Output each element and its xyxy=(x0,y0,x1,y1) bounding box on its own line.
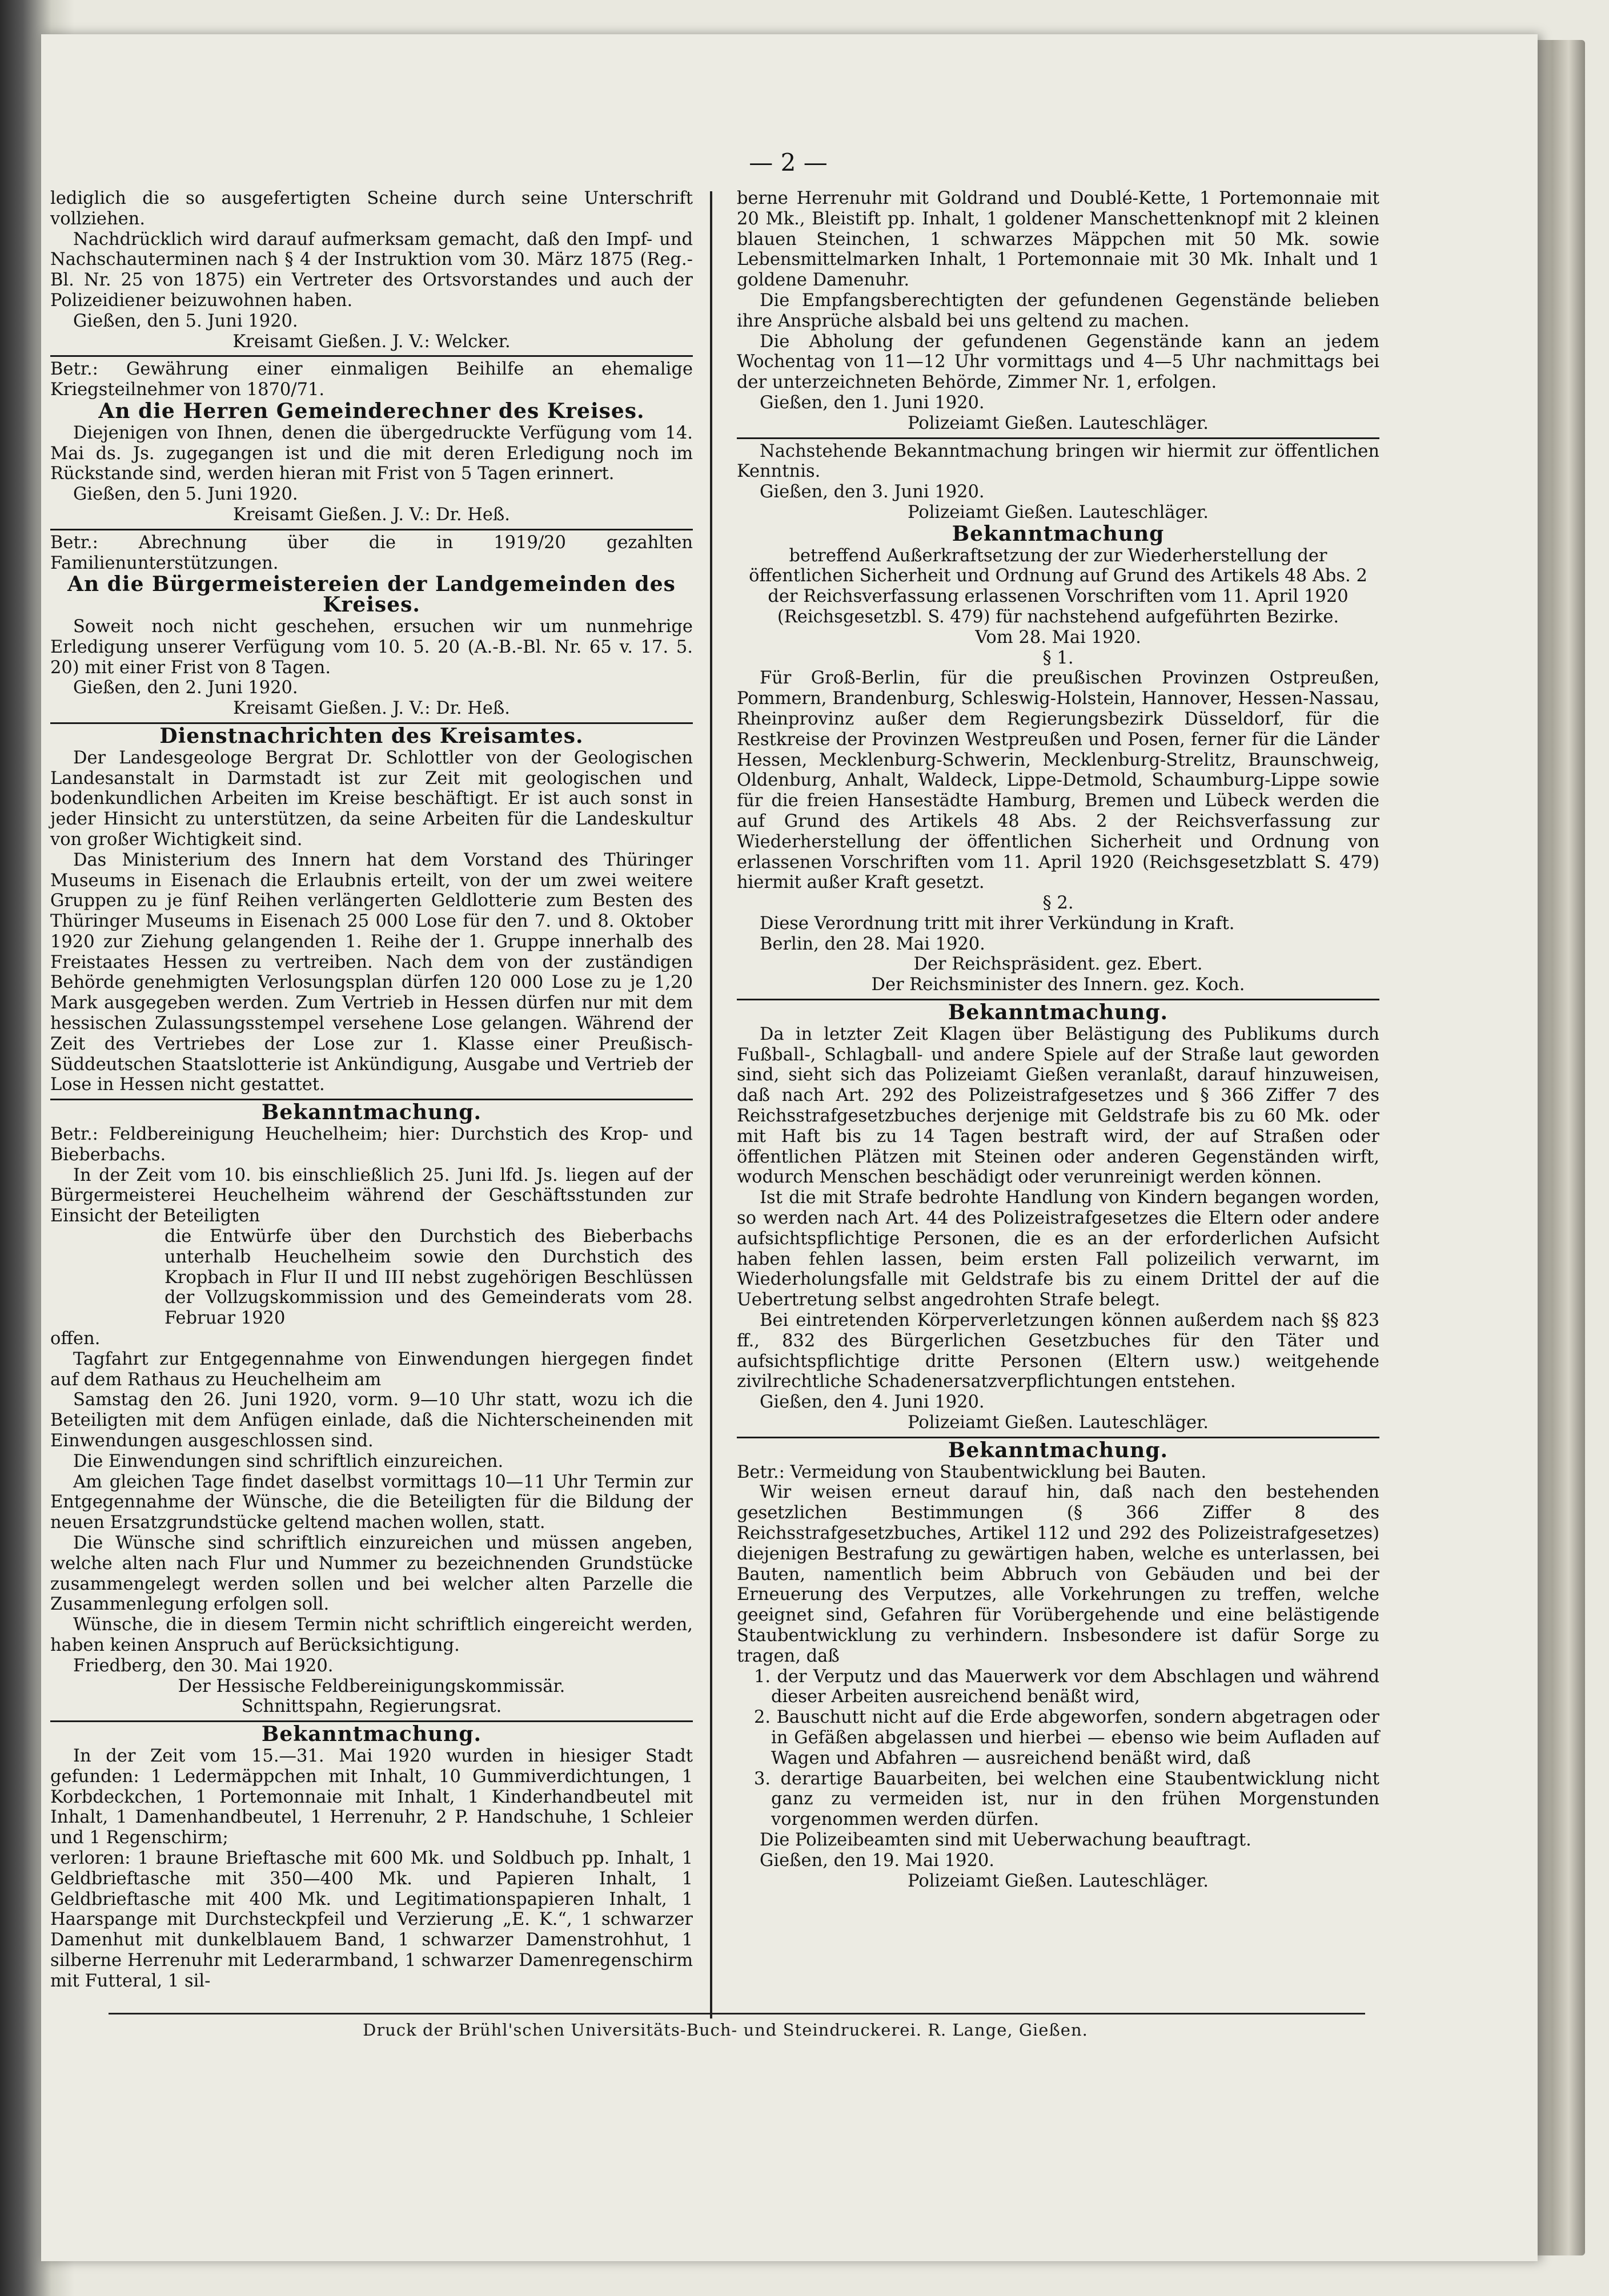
signature-line: Kreisamt Gießen. J. V.: Dr. Heß. xyxy=(233,698,510,719)
signature-line: Polizeiamt Gießen. Lauteschläger. xyxy=(908,413,1209,433)
paragraph: Nachdrücklich wird darauf aufmerksam gemacht, daß den Impf- und Nachschauterminen nach § 4 der Instruktion vom 30. März 1875 (Reg.-Bl. Nr. 25 von 1875) ein Vertreter des Ortsvorstandes und auch der Polizeidiener beizuwohnen haben. xyxy=(50,229,693,311)
paragraph: offen. xyxy=(50,1329,101,1349)
centered-line: Vom 28. Mai 1920. xyxy=(975,627,1141,648)
section-heading: Dienstnachrichten des Kreisamtes. xyxy=(159,723,584,748)
paragraph: Tagfahrt zur Entgegennahme von Einwendungen hiergegen findet auf dem Rathaus zu Heuchelheim am xyxy=(50,1349,693,1390)
list-item: 3. derartige Bauarbeiten, bei welchen eine Staubentwicklung nicht ganz zu vermeiden ist, nur in den frühen Morgenstunden vorgenommen werden dürfen. xyxy=(754,1768,1379,1830)
paragraph: Für Groß-Berlin, für die preußischen Provinzen Ostpreußen, Pommern, Brandenburg, Schleswig-Holstein, Hannover, Hessen-Nassau, Rheinprovinz außer dem Regierungsbezirk Düsseldorf, für die Restkreise der Provinzen Westpreußen und Posen, ferner für die Länder Hessen, Mecklenburg-Schwerin, Mecklenburg-Strelitz, Braunschweig, Oldenburg, Anhalt, Waldeck, Lippe-Detmold, Schaumburg-Lippe sowie für die freien Hansestädte Hamburg, Bremen und Lübeck werden die auf Grund des Artikels 48 Abs. 2 der Reichsverfassung zur Wiederherstellung der öffentlichen Sicherheit und Ordnung von erlassenen Vorschriften vom 11. April 1920 (Reichsgesetzblatt S. 479) hiermit außer Kraft gesetzt. xyxy=(737,668,1379,893)
signature-line: Kreisamt Gießen. J. V.: Dr. Heß. xyxy=(233,504,510,525)
paragraph: Samstag den 26. Juni 1920, vorm. 9—10 Uhr statt, wozu ich die Beteiligten mit dem Anfügen einlade, daß die Nichterscheinenden mit Einwendungen ausgeschlossen sind. xyxy=(50,1390,693,1451)
centered-line: § 2. xyxy=(1042,893,1074,914)
paragraph: Am gleichen Tage findet daselbst vormittags 10—11 Uhr Termin zur Entgegennahme der Wünsche, die die Beteiligten für die Bildung der neuen Ersatzgrundstücke geltend machen wollen, statt. xyxy=(50,1471,693,1533)
paragraph: Gießen, den 2. Juni 1920. xyxy=(73,678,298,698)
section-rule xyxy=(737,437,1379,439)
section-heading: Bekanntmachung. xyxy=(948,1000,1169,1025)
paragraph: Gießen, den 3. Juni 1920. xyxy=(760,482,985,502)
list-item: 1. der Verputz und das Mauerwerk vor dem Abschlagen und während dieser Arbeiten ausreichend benäßt wird, xyxy=(754,1666,1379,1707)
list-item: 2. Bauschutt nicht auf die Erde abgeworfen, sondern abgetragen oder in Gefäßen abgelassen und hierbei — ebenso wie beim Aufladen auf Wagen und Abfahren — ausreichend benäßt wird, daß xyxy=(754,1707,1379,1768)
paragraph: Da in letzter Zeit Klagen über Belästigung des Publikums durch Fußball-, Schlagball- und andere Spiele auf der Straße laut geworden sind, sieht sich das Polizeiamt Gießen veranlaßt, darauf hinzuweisen, daß nach Art. 292 des Polizeistrafgesetzes und § 366 Ziffer 7 des Reichsstrafgesetzbuches derjenige mit Geldstrafe bis zu 60 Mk. oder mit Haft bis zu 14 Tagen bestraft wird, der auf Straßen oder öffentlichen Plätzen mit Steinen oder anderen Gegenständen wirft, wodurch Menschen beschädigt oder verunreinigt werden können. xyxy=(737,1024,1379,1188)
indented-paragraph: die Entwürfe über den Durchstich des Bieberbachs unterhalb Heuchelheim sowie den Durchstich des Kropbach in Flur II und III nebst zugehörigen Beschlüssen der Vollzugskommission und des Gemeinderats vom 28. Februar 1920 xyxy=(164,1227,693,1329)
footer-rule xyxy=(109,2013,1365,2014)
section-heading: An die Bürgermeistereien der Landgemeinden des Kreises. xyxy=(67,572,676,617)
paragraph: Gießen, den 5. Juni 1920. xyxy=(73,311,298,331)
printer-imprint: Druck der Brühl'schen Universitäts-Buch- und Steindruckerei. R. Lange, Gießen. xyxy=(363,2020,1088,2040)
paragraph: Gießen, den 19. Mai 1920. xyxy=(760,1850,994,1871)
paragraph: Die Abholung der gefundenen Gegenstände kann an jedem Wochentag von 11—12 Uhr vormittags und 4—5 Uhr nachmittags bei der unterzeichneten Behörde, Zimmer Nr. 1, erfolgen. xyxy=(737,331,1379,393)
paragraph: Gießen, den 4. Juni 1920. xyxy=(760,1392,985,1413)
paragraph: Bei eintretenden Körperverletzungen können außerdem nach §§ 823 ff., 832 des Bürgerlichen Gesetzbuches für den Täter und aufsichtspflichtige dritte Personen (Eltern usw.) weitgehende zivilrechtliche Schadenersatzverpflichtungen entstehen. xyxy=(737,1310,1379,1392)
paragraph: Die Empfangsberechtigten der gefundenen Gegenstände belieben ihre Ansprüche alsbald bei uns geltend zu machen. xyxy=(737,290,1379,331)
section-rule xyxy=(50,529,693,530)
signature-line: Der Reichspräsident. gez. Ebert. xyxy=(913,954,1203,975)
paragraph: Der Landesgeologe Bergrat Dr. Schlottler von der Geologischen Landesanstalt in Darmstadt ist zur Zeit mit geologischen und bodenkundlichen Arbeiten im Kreise beschäftigt. Er ist auch sonst in jeder Hinsicht zu unterstützen, da seine Arbeiten für die Landeskultur von großer Wichtigkeit sind. xyxy=(50,747,693,850)
paragraph: verloren: 1 braune Brieftasche mit 600 Mk. und Soldbuch pp. Inhalt, 1 Geldbrieftasche mit 350—400 Mk. und Papieren Inhalt, 1 Geldbrieftasche mit 400 Mk. und Legitimationspapieren Inhalt, 1 Haarspange mit Durchsteckpfeil und Verzierung „E. K.“, 1 schwarzer Damenhut mit dunkelblauem Band, 1 schwarzer Damenstrohhut, 1 silberne Herrenuhr mit Lederarmband, 1 schwarzer Damenregenschirm mit Futteral, 1 sil- xyxy=(50,1848,693,1991)
paragraph: Wir weisen erneut darauf hin, daß nach den bestehenden gesetzlichen Bestimmungen (§ 366 Ziffer 8 des Reichsstrafgesetzbuches, Artikel 112 und 292 des Polizeistrafgesetzes) diejenigen Bestrafung zu gewärtigen haben, welche es unterlassen, bei Bauten, namentlich beim Abbruch von Gebäuden und bei der Erneuerung des Verputzes, alle Vorkehrungen zu treffen, welche geeignet sind, Gefahren für Vorübergehende und eine belästigende Staubentwicklung zu verhindern. Insbesondere ist dafür Sorge zu tragen, daß xyxy=(737,1482,1379,1666)
paragraph: Betr.: Abrechnung über die in 1919/20 gezahlten Familienunterstützungen. xyxy=(50,532,693,573)
centered-line: betreffend Außerkraftsetzung der zur Wiederherstellung der öffentlichen Sicherheit und Ordnung auf Grund des Artikels 48 Abs. 2 der Reichsverfassung erlassenen Vorschriften vom 11. April 1920 (Reichsgesetzbl. S. 479) für nachstehend aufgeführten Bezirke. xyxy=(749,545,1367,627)
page-stack-edge xyxy=(1531,40,1585,2255)
paragraph: lediglich die so ausgefertigten Scheine durch seine Unterschrift vollziehen. xyxy=(50,188,693,229)
signature-line: Polizeiamt Gießen. Lauteschläger. xyxy=(908,502,1209,522)
paragraph: Betr.: Gewährung einer einmaligen Beihilfe an ehemalige Kriegsteilnehmer von 1870/71. xyxy=(50,359,693,400)
paragraph: In der Zeit vom 10. bis einschließlich 25. Juni lfd. Js. liegen auf der Bürgermeisterei Heuchelheim während der Geschäftsstunden zur Einsicht der Beteiligten xyxy=(50,1165,693,1227)
paragraph: In der Zeit vom 15.—31. Mai 1920 wurden in hiesiger Stadt gefunden: 1 Ledermäppchen mit Inhalt, 10 Gummiverdichtungen, 1 Korbdeckchen, 1 Portemonnaie mit Inhalt, 1 Kinderhandbeutel mit Inhalt, 1 Damenhandbeutel, 1 Herrenuhr, 2 P. Handschuhe, 1 Schleier und 1 Regenschirm; xyxy=(50,1746,693,1848)
signature-line: Der Reichsminister des Innern. gez. Koch. xyxy=(871,975,1245,995)
paragraph: Gießen, den 1. Juni 1920. xyxy=(760,392,985,413)
paragraph: Betr.: Feldbereinigung Heuchelheim; hier: Durchstich des Krop- und Bieberbachs. xyxy=(50,1124,693,1165)
column-divider xyxy=(710,191,712,2018)
signature-line: Polizeiamt Gießen. Lauteschläger. xyxy=(908,1871,1209,1891)
section-rule xyxy=(50,355,693,357)
paragraph: Friedberg, den 30. Mai 1920. xyxy=(73,1655,334,1676)
page-number: — 2 — xyxy=(749,148,828,176)
signature-line: Kreisamt Gießen. J. V.: Welcker. xyxy=(232,331,511,352)
paragraph: Wünsche, die in diesem Termin nicht schriftlich eingereicht werden, haben keinen Anspruch auf Berücksichtigung. xyxy=(50,1615,693,1655)
paragraph: Die Einwendungen sind schriftlich einzureichen. xyxy=(73,1451,504,1471)
left-column xyxy=(50,188,693,1992)
paragraph: Diese Verordnung tritt mit ihrer Verkündung in Kraft. xyxy=(760,913,1235,934)
signature-line: Polizeiamt Gießen. Lauteschläger. xyxy=(908,1413,1209,1433)
centered-line: § 1. xyxy=(1042,648,1074,668)
section-heading: Bekanntmachung xyxy=(952,521,1165,546)
section-heading: An die Herren Gemeinderechner des Kreises. xyxy=(98,399,645,423)
signature-line: Schnittspahn, Regierungsrat. xyxy=(241,1696,502,1717)
paragraph: Ist die mit Strafe bedrohte Handlung von Kindern begangen worden, so werden nach Art. 44 des Polizeistrafgesetzes die Eltern oder andere aufsichtspflichtige Personen, die es an der erforderlichen Aufsicht haben fehlen lassen, beim ersten Fall polizeilich verwarnt, im Wiederholungsfalle mit Geldstrafe bis zu einem Drittel der auf die Uebertretung selbst angedrohten Strafe belegt. xyxy=(737,1188,1379,1310)
paragraph: Soweit noch nicht geschehen, ersuchen wir um nunmehrige Erledigung unserer Verfügung vom 10. 5. 20 (A.-B.-Bl. Nr. 65 v. 17. 5. 20) mit einer Frist von 8 Tagen. xyxy=(50,616,693,678)
paragraph: Betr.: Vermeidung von Staubentwicklung bei Bauten. xyxy=(737,1462,1207,1482)
paragraph: Die Polizeibeamten sind mit Ueberwachung beauftragt. xyxy=(760,1829,1251,1850)
signature-line: Der Hessische Feldbereinigungskommissär. xyxy=(178,1676,565,1696)
paragraph: Die Wünsche sind schriftlich einzureichen und müssen angeben, welche alten nach Flur und Nummer zu bezeichnenden Grundstücke zusammengelegt werden sollen und bei welcher alten Parzelle die Zusammenlegung erfolgen soll. xyxy=(50,1533,693,1615)
paragraph: Das Ministerium des Innern hat dem Vorstand des Thüringer Museums in Eisenach die Erlaubnis erteilt, von der um zwei weitere Gruppen zu je fünf Reihen verlängerten Geldlotterie zum Besten des Thüringer Museums in Eisenach 25 000 Lose für den 7. und 8. Oktober 1920 zur Ziehung gelangenden 1. Reihe der 1. Gruppe innerhalb des Freistaates Hessen zu vertreiben. Nach dem von der zuständigen Behörde genehmigten Verlosungsplan dürfen 120 000 Lose zu je 1,20 Mark ausgegeben werden. Zum Vertrieb in Hessen dürfen nur mit dem hessischen Zulassungsstempel versehene Lose gelangen. Während der Zeit des Vertriebes der Lose zur 1. Klasse einer Preußisch-Süddeutschen Staatslotterie ist Ankündigung, Ausgabe und Vertrieb der Lose in Hessen nicht gestattet. xyxy=(50,850,693,1095)
section-heading: Bekanntmachung. xyxy=(948,1438,1169,1462)
right-column xyxy=(737,188,1379,1891)
section-heading: Bekanntmachung. xyxy=(261,1722,482,1747)
paragraph: berne Herrenuhr mit Goldrand und Doublé-Kette, 1 Portemonnaie mit 20 Mk., Bleistift pp. Inhalt, 1 goldener Manschettenknopf mit 2 kleinen blauen Steinchen, 1 schwarzes Mäppchen mit 50 Mk. sowie Lebensmittelmarken Inhalt, 1 Portemonnaie mit 30 Mk. Inhalt und 1 goldene Damenuhr. xyxy=(737,188,1379,291)
paragraph: Berlin, den 28. Mai 1920. xyxy=(760,934,985,954)
paragraph: Diejenigen von Ihnen, denen die übergedruckte Verfügung vom 14. Mai ds. Js. zugegangen ist und die mit deren Erledigung noch im Rückstande sind, werden hieran mit Frist von 5 Tagen erinnert. xyxy=(50,423,693,484)
paragraph: Nachstehende Bekanntmachung bringen wir hiermit zur öffentlichen Kenntnis. xyxy=(737,441,1379,482)
section-heading: Bekanntmachung. xyxy=(261,1100,482,1125)
paragraph: Gießen, den 5. Juni 1920. xyxy=(73,484,298,505)
